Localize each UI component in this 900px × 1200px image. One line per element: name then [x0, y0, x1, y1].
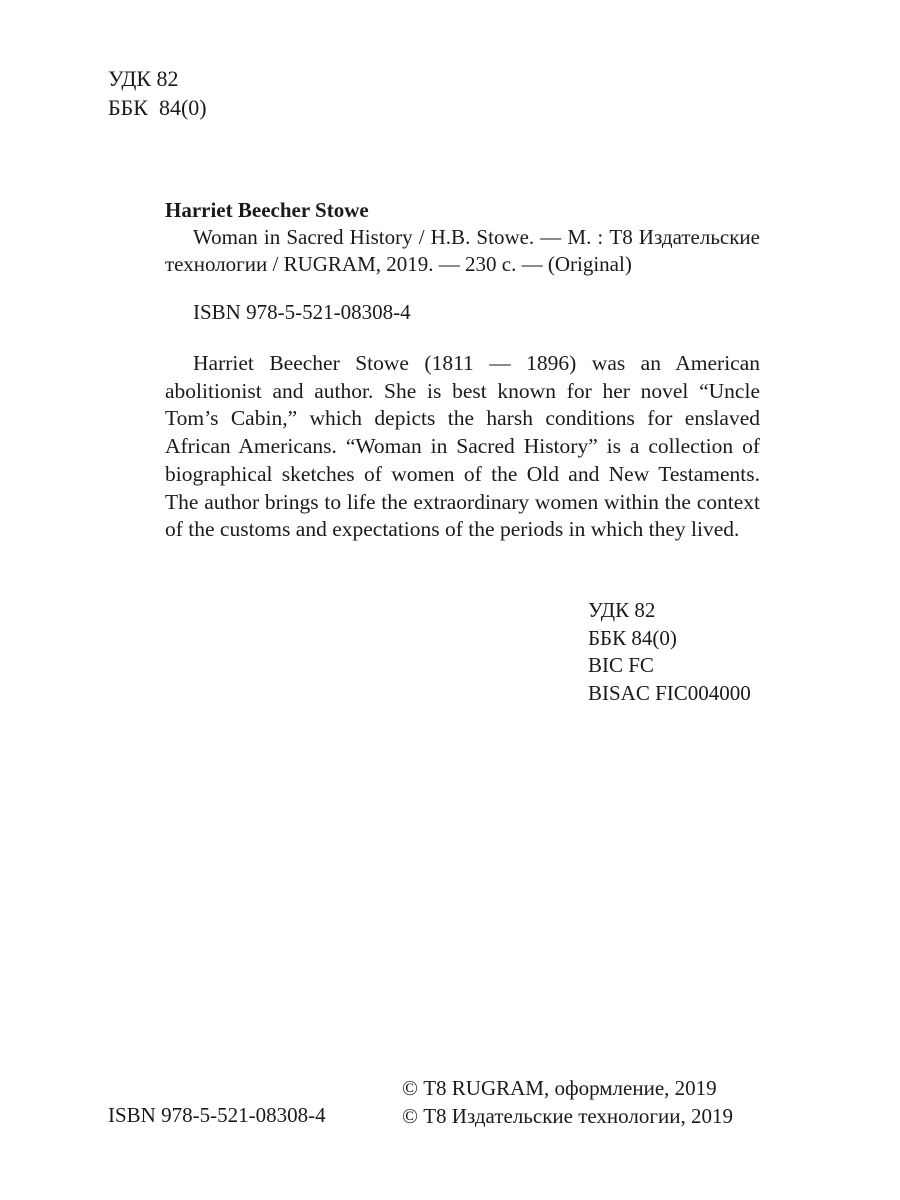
- udk-code: УДК 82: [588, 598, 656, 622]
- classification-codes-right: [588, 597, 751, 707]
- bic-code: BIC FC: [588, 653, 654, 677]
- annotation-paragraph: Harriet Beecher Stowe (1811 — 1896) was an American abolitionist and author. She is best known for her novel “Uncle Tom’s Cabin,” which depicts the harsh conditions for enslaved African Americans. “Woman in Sacred History” is a collection of biographical sketches of women of the Old and New Testaments. The author brings to life the extraordinary women within the context of the customs and expectations of the periods in which they lived.: [165, 351, 760, 542]
- udk-code: УДК 82: [108, 66, 179, 91]
- bibliographic-record: [165, 197, 760, 544]
- copyright-design: © Т8 RUGRAM, оформление, 2019: [402, 1076, 717, 1100]
- footer-isbn: ISBN 978-5-521-08308-4: [108, 1103, 326, 1127]
- classification-codes-top: [108, 64, 207, 122]
- copyright-publisher: © Т8 Издательские технологии, 2019: [402, 1104, 733, 1128]
- copyright-block: [402, 1074, 733, 1130]
- bbk-code: ББК 84(0): [588, 625, 677, 650]
- bbk-code: ББК 84(0): [108, 95, 207, 120]
- author-heading: Harriet Beecher Stowe: [165, 198, 369, 222]
- isbn-line: ISBN 978-5-521-08308-4: [193, 300, 411, 324]
- bisac-code: BISAC FIC004000: [588, 680, 751, 705]
- title-description: Woman in Sacred History / H.B. Stowe. — М. : Т8 Издательские технологии / RUGRAM, 2019. — 230 с. — (Original): [165, 225, 760, 276]
